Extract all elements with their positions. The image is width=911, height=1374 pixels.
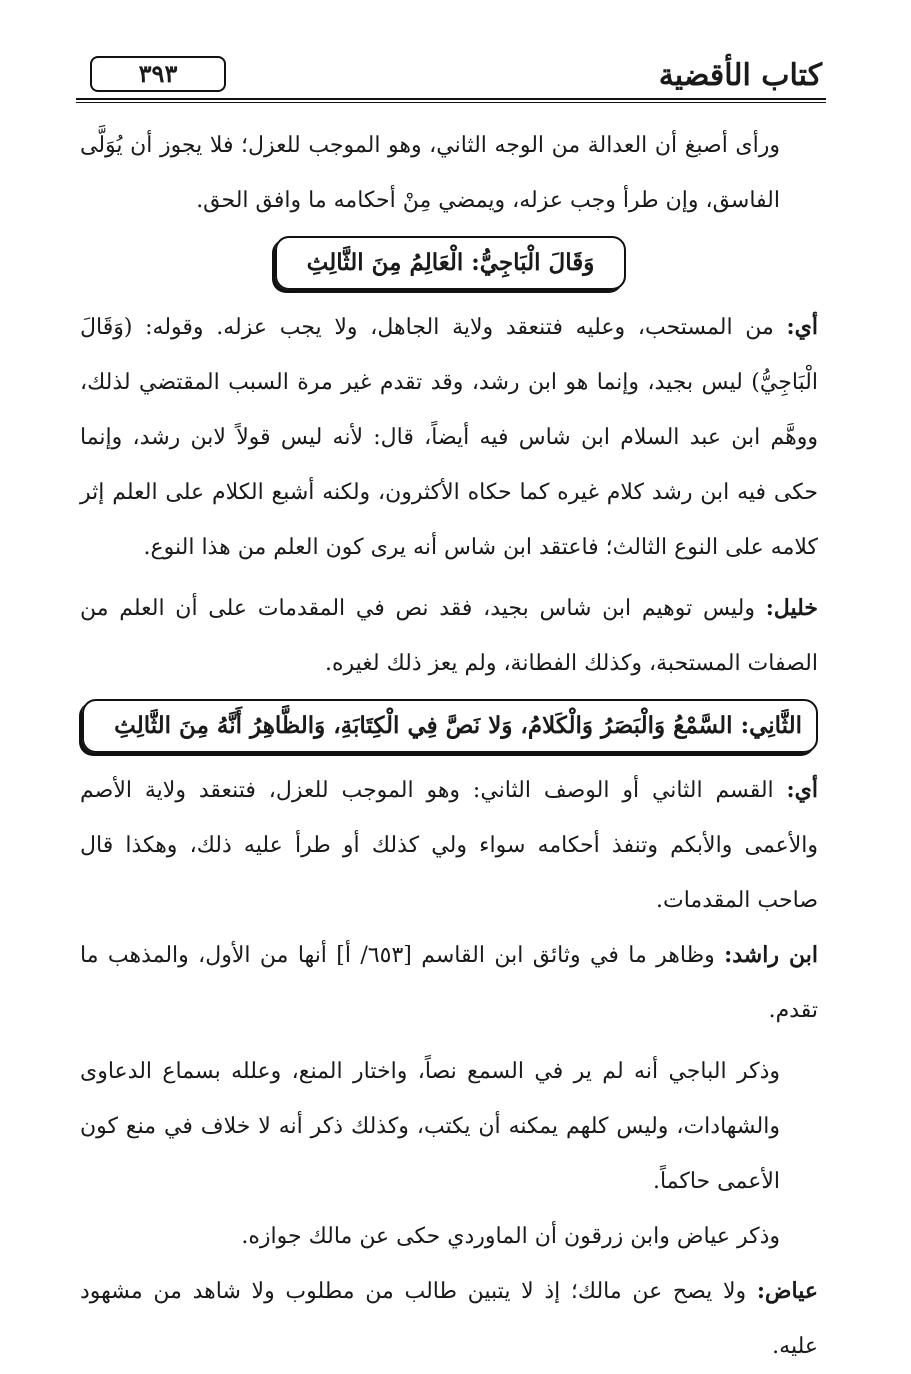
lead-word: خليل: [765, 595, 818, 621]
paragraph-iyad [80, 1264, 818, 1374]
book-title: كتاب الأقضية [658, 58, 822, 93]
paragraph-asbagh: ورأى أصبغ أن العدالة من الوجه الثاني، وهو الموجب للعزل؛ فلا يجوز أن يُوَلَّى الفاسق، وإن طرأ وجب عزله، ويمضي مِنْ أحكامه ما وافق الحق. [80, 133, 780, 213]
paragraph-text: وليس توهيم ابن شاس بجيد، فقد نص في المقدمات على أن العلم من الصفات المستحبة، وكذلك الفطانة، ولم يعز ذلك لغيره. [80, 596, 818, 676]
paragraph-text: وظاهر ما في وثائق ابن القاسم [٦٥٣/ أ] أنها من الأول، والمذهب ما تقدم. [80, 943, 818, 1023]
page-body [80, 118, 818, 1374]
paragraph-ibn-rashid [80, 928, 818, 1038]
header-rule-thin [76, 102, 826, 103]
lead-word: أي: [786, 314, 818, 340]
page-header [76, 54, 826, 104]
lead-word: أي: [786, 777, 818, 803]
paragraph-iyad-zarqun: وذكر عياض وابن زرقون أن الماوردي حكى عن مالك جوازه. [241, 1224, 780, 1249]
lead-word: ابن راشد: [724, 942, 818, 968]
paragraph-khalil [80, 581, 818, 691]
lead-word: عياض: [756, 1278, 818, 1304]
paragraph-text: من المستحب، وعليه فتنعقد ولاية الجاهل، ولا يجب عزله. وقوله: (وَقَالَ الْبَاجِيُّ) ليس بجيد، وإنما هو ابن رشد، وقد تقدم غير مرة السبب المقتضي لذلك، ووهَّم ابن عبد السلام ابن شاس فيه أيضاً، قال: لأنه ليس قولاً لابن رشد، وإنما حكى فيه ابن رشد كلام غيره كما حكاه الأكثرون، ولكنه أشبع الكلام على العلم إثر كلامه على النوع الثالث؛ فاعتقد ابن شاس أنه يرى كون العلم من هذا النوع. [80, 315, 818, 560]
paragraph-baji: وذكر الباجي أنه لم ير في السمع نصاً، واختار المنع، وعلله بسماع الدعاوى والشهادات، وليس كلهم يمكنه أن يكتب، وكذلك ذكر أنه لا خلاف في منع كون الأعمى حاكماً. [80, 1059, 780, 1194]
paragraph-text: القسم الثاني أو الوصف الثاني: وهو الموجب للعزل، فتنعقد ولاية الأصم والأعمى والأبكم وتنفذ أحكامه سواء ولي كذلك أو طرأ عليه ذلك، وهكذا قال صاحب المقدمات. [80, 778, 818, 913]
matn-box-baji: وَقَالَ الْبَاجِيُّ: الْعَالِمُ مِنَ الثَّالِثِ [275, 236, 626, 290]
page-number: ٣٩٣ [90, 56, 226, 92]
header-rule [76, 98, 826, 100]
matn-box-second: الثَّانِي: السَّمْعُ وَالْبَصَرُ وَالْكَلامُ، وَلا نَصَّ فِي الْكِتَابَةِ، وَالظَّاهِرُ أَنَّهُ مِنَ الثَّالِثِ [82, 699, 818, 753]
paragraph-commentary-2 [80, 763, 818, 928]
paragraph-text: ولا يصح عن مالك؛ إذ لا يتبين طالب من مطلوب ولا شاهد من مشهود عليه. [80, 1279, 818, 1359]
paragraph-commentary-1 [80, 300, 818, 575]
